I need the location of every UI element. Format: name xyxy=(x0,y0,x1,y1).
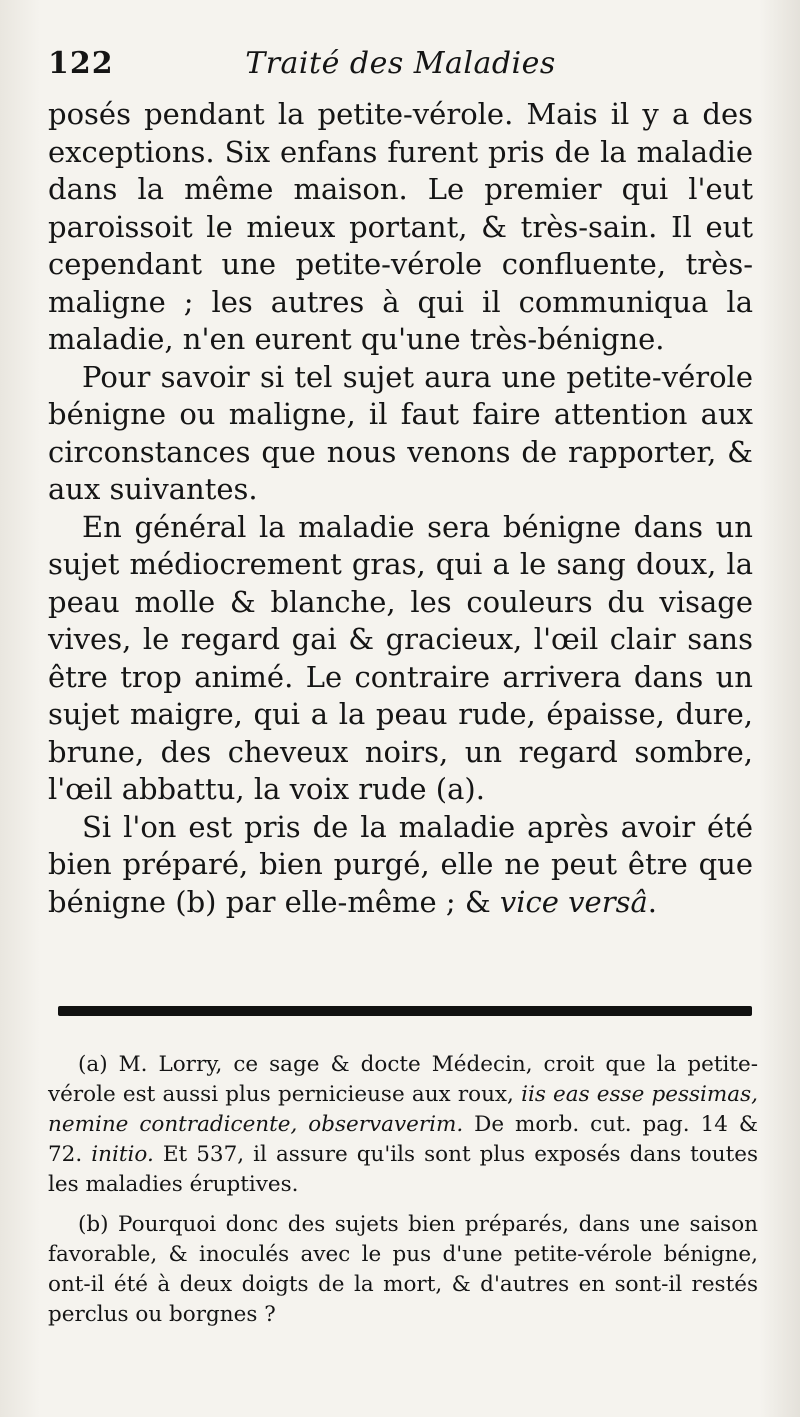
footnote-latin-quote: iis eas esse pessimas, nemine contradicente, observaverim. xyxy=(48,1082,758,1137)
footnotes xyxy=(48,1050,758,1340)
paragraph-end: . xyxy=(647,884,657,919)
page-number: 122 xyxy=(48,46,114,81)
paragraph xyxy=(48,809,753,922)
footnote-text: Pourquoi donc des sujets bien préparés, dans une saison favorable, & inoculés avec le pus d'une petite-vérole bénigne, ont-il été à deux doigts de la mort, & d'autres en sont-il restés perclus ou borgnes ? xyxy=(48,1212,758,1327)
main-text xyxy=(48,96,753,921)
footnote-text: Et 537, il assure qu'ils sont plus exposés dans toutes les maladies éruptives. xyxy=(48,1142,759,1197)
italic-phrase: vice versâ xyxy=(499,884,648,919)
footnote-separator-rule xyxy=(58,1006,752,1016)
paragraph: Pour savoir si tel sujet aura une petite-vérole bénigne ou maligne, il faut faire attention aux circonstances que nous venons de rapporter, & aux suivantes. xyxy=(48,359,753,506)
footnote-marker: (b) xyxy=(78,1212,109,1237)
footnote-text: M. Lorry, ce sage & docte Médecin, croit que la petite-vérole est aussi plus pernicieuse aux roux, xyxy=(48,1052,758,1107)
footnote-b xyxy=(48,1210,758,1330)
footnote-italic-word: initio. xyxy=(91,1142,154,1167)
footnote-a xyxy=(48,1050,758,1200)
running-title: Traité des Maladies xyxy=(245,46,556,81)
paragraph: En général la maladie sera bénigne dans un sujet médiocrement gras, qui a le sang doux, la peau molle & blanche, les couleurs du visage vives, le regard gai & gracieux, l'œil clair sans être trop animé. Le contraire arrivera dans un sujet maigre, qui a la peau rude, épaisse, dure, brune, des cheveux noirs, un regard sombre, l'œil abbattu, la voix rude (a). xyxy=(48,509,753,806)
paragraph: posés pendant la petite-vérole. Mais il y a des exceptions. Six enfans furent pris de la maladie dans la même maison. Le premier qui l'eut paroissoit le mieux portant, & très-sain. Il eut cependant une petite-vérole confluente, très-maligne ; les autres à qui il communiqua la maladie, n'en eurent qu'une très-bénigne. xyxy=(48,97,753,356)
paragraph-text: Si l'on est pris de la maladie après avoir été bien préparé, bien purgé, elle ne peut être que bénigne (b) par elle-même ; & xyxy=(48,809,753,919)
footnote-text: De morb. cut. pag. 14 & 72. xyxy=(48,1112,758,1167)
footnote-marker: (a) xyxy=(78,1052,108,1077)
page-header xyxy=(48,40,753,90)
